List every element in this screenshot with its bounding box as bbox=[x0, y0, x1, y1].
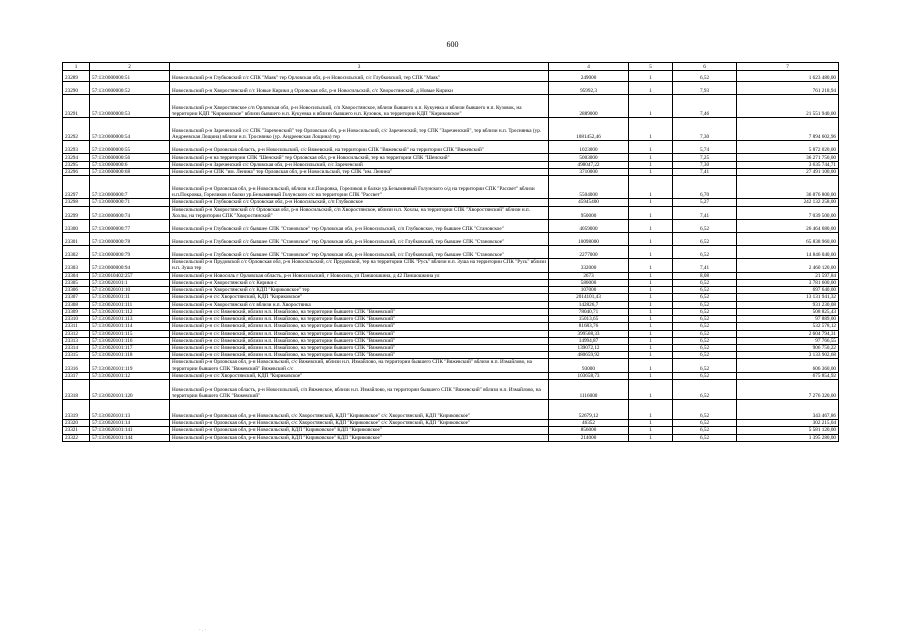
cadastral-number: 57:13:0020101:117 bbox=[90, 344, 170, 351]
quantity-value: 1 bbox=[629, 427, 673, 434]
row-number: 23302 bbox=[63, 246, 90, 259]
address-description: Новосильский р-н Орловская область, р-н Новосильский, с/п Вяжевское, вблизи н.п. Измайлово, на территории бывшего СПК "Вяжевский" вблизи н.п. Измайлово, на территории бывшего СПК "Вяжевский" bbox=[170, 380, 549, 400]
address-description: Новосильский р-н Зареченский с/с Орловская обл, р-н Новосильский, с/с Зареченский bbox=[170, 162, 549, 169]
row-number: 23319 bbox=[63, 400, 90, 420]
row-number: 23312 bbox=[63, 330, 90, 337]
cadastral-value: 343 467,86 bbox=[737, 400, 839, 420]
table-row bbox=[63, 118, 839, 141]
table-row bbox=[63, 344, 839, 351]
table-row bbox=[63, 272, 839, 279]
rate-value: 6,52 bbox=[673, 316, 737, 323]
cadastral-number: 57:13:0000000:79 bbox=[90, 246, 170, 259]
address-description: Новосильский р-н Хворостянское с/п Орловская обл, р-н Новосильский, с/п Хворостянское, вблизи бывшего н.п. Кукуевка и вблизи бывшего н.п. Кузовок, на территории КДП "Кириковское" вблизи бывшего н.п. Кукуевка и вблизи бывшего н.п. Кузовок, на территории КДП "Кириковское" bbox=[170, 95, 549, 118]
area-value: 2889000 bbox=[549, 95, 629, 118]
area-value: 78040,71 bbox=[549, 308, 629, 315]
area-value: 214000 bbox=[549, 434, 629, 441]
table-row bbox=[63, 308, 839, 315]
area-value: 498047,22 bbox=[549, 162, 629, 169]
rate-value: 5,27 bbox=[673, 199, 737, 206]
rate-value: 6,52 bbox=[673, 233, 737, 246]
area-value: 399508,33 bbox=[549, 330, 629, 337]
quantity-value: 1 bbox=[629, 141, 673, 154]
cadastral-value: 36 271 750,00 bbox=[737, 154, 839, 162]
address-description: Новосильский р-н с/с Вяжевский, вблизи н.п. Измайлово, на территории бывшего СПК "Вяжевский" bbox=[170, 352, 549, 359]
table-row bbox=[63, 316, 839, 323]
quantity-value: 1 bbox=[629, 301, 673, 308]
cadastral-value: 65 838 960,00 bbox=[737, 233, 839, 246]
rate-value: 6,52 bbox=[673, 337, 737, 344]
area-value: 332000 bbox=[549, 259, 629, 272]
row-number: 23303 bbox=[63, 259, 90, 272]
quantity-value: 1 bbox=[629, 162, 673, 169]
address-description: Новосильский р-н Глубковский с/с бывшее СПК "Становское" тер Орловская обл, р-н Новосильский, с/с Глубковский, тер бывшее СПК "Становское" bbox=[170, 246, 549, 259]
quantity-value: 1 bbox=[629, 330, 673, 337]
address-description: Новосильский р-н Хворостянский с/с КДП "Кириковское" тер bbox=[170, 287, 549, 294]
cadastral-value: 1 395 280,00 bbox=[737, 434, 839, 441]
cadastral-number: 57:13:0020101:13 bbox=[90, 400, 170, 420]
cadastral-value: 21 597,84 bbox=[737, 272, 839, 279]
rate-value: 6,52 bbox=[673, 330, 737, 337]
address-description: Новосильский р-н Глубковский с/с бывшее СПК "Становское" тер Орловская обл, р-н Новосильский, с/п Глубковское, тер бывшее СПК "Становское" bbox=[170, 220, 549, 233]
cadastral-number: 57:13:0000000:53 bbox=[90, 95, 170, 118]
cadastral-value: 761 218,94 bbox=[737, 82, 839, 95]
table-row bbox=[63, 206, 839, 219]
stray-mark: · . · bbox=[199, 628, 207, 633]
rate-value: 7,30 bbox=[673, 162, 737, 169]
cadastral-value: 2 604 794,31 bbox=[737, 330, 839, 337]
table-row bbox=[63, 233, 839, 246]
address-description: Новосильский р-н на территории СПК "Шенский" тер Орловская обл, р-н Новосильский, тер на территории СПК "Шенский" bbox=[170, 154, 549, 162]
quantity-value: 1 bbox=[629, 279, 673, 286]
address-description: Новосильский р-н Хворостянский с/с Новые Кирики д Орловская обл, р-н Новосильский, с/с Хворостянский, д Новые Кирики bbox=[170, 82, 549, 95]
area-value: 93000 bbox=[549, 359, 629, 372]
cadastral-value: 36 876 800,00 bbox=[737, 176, 839, 199]
area-value: 81683,76 bbox=[549, 323, 629, 330]
cadastral-number: 57:13:0020101:11 bbox=[90, 294, 170, 301]
row-number: 23317 bbox=[63, 372, 90, 379]
address-description: Новосильский р-н Новосиль г Орловская область, р-н Новосильский, г Новосиль, ул Паншошкина, д 42 Паншошкина ул bbox=[170, 272, 549, 279]
cadastral-value: 13 131 941,32 bbox=[737, 294, 839, 301]
cadastral-number: 57:13:0000000:94 bbox=[90, 259, 170, 272]
row-number: 23311 bbox=[63, 323, 90, 330]
table-row bbox=[63, 400, 839, 420]
area-value: 142826,7 bbox=[549, 301, 629, 308]
rate-value: 6,52 bbox=[673, 323, 737, 330]
area-value: 95992,3 bbox=[549, 82, 629, 95]
column-header: 2 bbox=[90, 63, 170, 71]
cadastral-number: 57:13:0020101:12 bbox=[90, 372, 170, 379]
row-number: 23308 bbox=[63, 301, 90, 308]
column-header: 3 bbox=[170, 63, 549, 71]
cadastral-value: 14 846 040,00 bbox=[737, 246, 839, 259]
rate-value: 7,25 bbox=[673, 154, 737, 162]
rate-value: 6,52 bbox=[673, 400, 737, 420]
cadastral-value: 21 551 940,00 bbox=[737, 95, 839, 118]
table-row bbox=[63, 380, 839, 400]
quantity-value: 1 bbox=[629, 82, 673, 95]
row-number: 23301 bbox=[63, 233, 90, 246]
table-row bbox=[63, 71, 839, 82]
table-row bbox=[63, 169, 839, 176]
address-description: Новосильский р-н Орловская обл, р-н Новосильский, КДП "Кириковское" КДП "Кириковское" bbox=[170, 434, 549, 441]
page-number: 600 bbox=[446, 40, 459, 49]
table-row bbox=[63, 434, 839, 441]
rate-value: 6,52 bbox=[673, 420, 737, 427]
address-description: Новосильский р-н Хворостянский с/с вблизи н.п. Хворостянка bbox=[170, 301, 549, 308]
address-description: Новосильский р-н с/с Вяжевский, вблизи н.п. Измайлово, на территории бывшего СПК "Вяжевский" bbox=[170, 308, 549, 315]
row-number: 23310 bbox=[63, 316, 90, 323]
row-number: 23309 bbox=[63, 308, 90, 315]
cadastral-value: 3 635 744,71 bbox=[737, 162, 839, 169]
cadastral-number: 57:13:0000000:68 bbox=[90, 169, 170, 176]
quantity-value: 1 bbox=[629, 316, 673, 323]
row-number: 23314 bbox=[63, 344, 90, 351]
cadastral-value: 7 276 320,00 bbox=[737, 380, 839, 400]
table-row bbox=[63, 330, 839, 337]
row-number: 23322 bbox=[63, 434, 90, 441]
cadastral-table bbox=[62, 62, 839, 442]
quantity-value: 1 bbox=[629, 308, 673, 315]
cadastral-number: 57:13:0000000:78 bbox=[90, 233, 170, 246]
cadastral-number: 57:13:0000000:54 bbox=[90, 118, 170, 141]
area-value: 480659,92 bbox=[549, 352, 629, 359]
rate-value: 6,52 bbox=[673, 344, 737, 351]
column-header: 4 bbox=[549, 63, 629, 71]
area-value: 3710000 bbox=[549, 169, 629, 176]
cadastral-value: 302 215,04 bbox=[737, 420, 839, 427]
table-row bbox=[63, 199, 839, 206]
area-value: 45945400 bbox=[549, 199, 629, 206]
cadastral-number: 57:13:0020101:144 bbox=[90, 434, 170, 441]
quantity-value: 1 bbox=[629, 95, 673, 118]
address-description: Новосильский р-н с/с Хворостянский, КДП "Кириковское" bbox=[170, 372, 549, 379]
cadastral-value: 27 491 100,00 bbox=[737, 169, 839, 176]
quantity-value: 1 bbox=[629, 287, 673, 294]
quantity-value: 1 bbox=[629, 294, 673, 301]
area-value: 5504000 bbox=[549, 176, 629, 199]
cadastral-number: 57:13:0020101:14 bbox=[90, 420, 170, 427]
quantity-value: 1 bbox=[629, 344, 673, 351]
cadastral-value: 7 894 602,96 bbox=[737, 118, 839, 141]
cadastral-number: 57:13:0000000:6 bbox=[90, 162, 170, 169]
column-header: 6 bbox=[673, 63, 737, 71]
area-value: 103658,73 bbox=[549, 372, 629, 379]
row-number: 23321 bbox=[63, 427, 90, 434]
column-header: 1 bbox=[63, 63, 90, 71]
rate-value: 6,52 bbox=[673, 372, 737, 379]
cadastral-number: 57:13:0010402:257 bbox=[90, 272, 170, 279]
area-value: 2014101,43 bbox=[549, 294, 629, 301]
table-row bbox=[63, 259, 839, 272]
rate-value: 8,08 bbox=[673, 272, 737, 279]
cadastral-value: 2 460 120,00 bbox=[737, 259, 839, 272]
rate-value: 6,52 bbox=[673, 220, 737, 233]
column-header: 7 bbox=[737, 63, 839, 71]
cadastral-value: 508 825,43 bbox=[737, 308, 839, 315]
table-row bbox=[63, 427, 839, 434]
cadastral-value: 906 750,22 bbox=[737, 344, 839, 351]
quantity-value: 1 bbox=[629, 400, 673, 420]
table-row bbox=[63, 95, 839, 118]
address-description: Новосильский р-н Орловская область, р-н Новосильский, с/с Вяжевский, на территории СПК "Вяжевский" на территории СПК "Вяжевский" bbox=[170, 141, 549, 154]
table-row bbox=[63, 359, 839, 372]
row-number: 23297 bbox=[63, 176, 90, 199]
rate-value: 6,52 bbox=[673, 352, 737, 359]
rate-value: 6,52 bbox=[673, 279, 737, 286]
quantity-value: 1 bbox=[629, 206, 673, 219]
address-description: Новосильский р-н Глубковский с/с СПК "Маяк" тер Орловская обл, р-н Новосильский, с/с Глубковский, тер СПК "Маяк" bbox=[170, 71, 549, 82]
address-description: Новосильский р-н с/с Вяжевский, вблизи н.п. Измайлово, на территории бывшего СПК "Вяжевский" bbox=[170, 316, 549, 323]
rate-value: 7,41 bbox=[673, 169, 737, 176]
table-row bbox=[63, 294, 839, 301]
cadastral-number: 57:13:0000000:52 bbox=[90, 82, 170, 95]
rate-value: 6,52 bbox=[673, 427, 737, 434]
row-number: 23293 bbox=[63, 141, 90, 154]
area-value: 4059000 bbox=[549, 220, 629, 233]
address-description: Новосильский р-н с/с Вяжевский, вблизи н.п. Измайлово, на территории бывшего СПК "Вяжевский" bbox=[170, 330, 549, 337]
area-value: 950000 bbox=[549, 206, 629, 219]
cadastral-number: 57:13:0000000:77 bbox=[90, 220, 170, 233]
row-number: 23295 bbox=[63, 162, 90, 169]
row-number: 23292 bbox=[63, 118, 90, 141]
cadastral-value: 931 230,08 bbox=[737, 301, 839, 308]
cadastral-value: 1 623 480,00 bbox=[737, 71, 839, 82]
area-value: 10098000 bbox=[549, 233, 629, 246]
quantity-value: 1 bbox=[629, 434, 673, 441]
row-number: 23300 bbox=[63, 220, 90, 233]
area-value: 580000 bbox=[549, 279, 629, 286]
rate-value: 7,41 bbox=[673, 259, 737, 272]
quantity-value: 1 bbox=[629, 118, 673, 141]
quantity-value: 1 bbox=[629, 71, 673, 82]
area-value: 2277000 bbox=[549, 246, 629, 259]
cadastral-value: 3 781 600,00 bbox=[737, 279, 839, 286]
cadastral-value: 697 640,00 bbox=[737, 287, 839, 294]
area-value: 2673 bbox=[549, 272, 629, 279]
address-description: Новосильский р-н Хворостянский с/с Орловская обл, р-н Новосильский, с/п Хворостянское, вблизи н.п. Хохлы, на территории СПК "Хворостянский" вблизи н.п. Хохлы, на территории СПК "Хворостянский" bbox=[170, 206, 549, 219]
cadastral-number: 57:13:0020101:113 bbox=[90, 316, 170, 323]
cadastral-number: 57:13:0020101:114 bbox=[90, 323, 170, 330]
area-value: 5003000 bbox=[549, 154, 629, 162]
rate-value: 6,52 bbox=[673, 294, 737, 301]
cadastral-number: 57:13:0020101:141 bbox=[90, 427, 170, 434]
cadastral-number: 57:13:0020101:111 bbox=[90, 301, 170, 308]
quantity-value: 1 bbox=[629, 323, 673, 330]
area-value: 15013,65 bbox=[549, 316, 629, 323]
area-value: 1081452,46 bbox=[549, 118, 629, 141]
area-value: 249000 bbox=[549, 71, 629, 82]
table-row bbox=[63, 337, 839, 344]
table-row bbox=[63, 323, 839, 330]
rate-value: 6,52 bbox=[673, 359, 737, 372]
quantity-value: 1 bbox=[629, 272, 673, 279]
row-number: 23296 bbox=[63, 169, 90, 176]
quantity-value: 1 bbox=[629, 259, 673, 272]
area-value: 139072,12 bbox=[549, 344, 629, 351]
quantity-value: 1 bbox=[629, 220, 673, 233]
quantity-value: 1 bbox=[629, 380, 673, 400]
address-description: Новосильский р-н Глубковский с/с Орловская обл, р-н Новосильский, с/п Глубковское bbox=[170, 199, 549, 206]
quantity-value: 1 bbox=[629, 169, 673, 176]
row-number: 23306 bbox=[63, 287, 90, 294]
cadastral-value: 675 854,92 bbox=[737, 372, 839, 379]
table-row bbox=[63, 82, 839, 95]
cadastral-number: 57:13:0000000:74 bbox=[90, 206, 170, 219]
rate-value: 6,52 bbox=[673, 308, 737, 315]
address-description: Новосильский р-н СПК "им. Ленина" тер Орловская обл, р-н Новосильский, тер СПК "им. Ленина" bbox=[170, 169, 549, 176]
quantity-value: 1 bbox=[629, 176, 673, 199]
row-number: 23289 bbox=[63, 71, 90, 82]
area-value: 107000 bbox=[549, 287, 629, 294]
row-number: 23305 bbox=[63, 279, 90, 286]
table-row bbox=[63, 220, 839, 233]
address-description: Новосильский р-н с/с Вяжевский, вблизи н.п. Измайлово, на территории бывшего СПК "Вяжевский" bbox=[170, 337, 549, 344]
cadastral-number: 57:13:0020101:118 bbox=[90, 352, 170, 359]
address-description: Новосильский р-н Прудовской с/с Орловская обл, р-н Новосильский, с/с Прудовской, тер на территории СПК "Русь" вблизи н.п. Зуша на территории СПК "Русь" вблизи н.п. Зуша тер bbox=[170, 259, 549, 272]
cadastral-value: 5 872 020,00 bbox=[737, 141, 839, 154]
cadastral-number: 57:13:0000000:7 bbox=[90, 176, 170, 199]
quantity-value: 1 bbox=[629, 154, 673, 162]
row-number: 23307 bbox=[63, 294, 90, 301]
table-body bbox=[63, 71, 839, 442]
row-number: 23304 bbox=[63, 272, 90, 279]
quantity-value: 1 bbox=[629, 359, 673, 372]
rate-value: 6,52 bbox=[673, 301, 737, 308]
area-value: 1023000 bbox=[549, 141, 629, 154]
row-number: 23298 bbox=[63, 199, 90, 206]
row-number: 23320 bbox=[63, 420, 90, 427]
table-row bbox=[63, 279, 839, 286]
cadastral-number: 57:13:0020101:1 bbox=[90, 279, 170, 286]
cadastral-value: 242 132 258,00 bbox=[737, 199, 839, 206]
area-value: 52679,12 bbox=[549, 400, 629, 420]
row-number: 23315 bbox=[63, 352, 90, 359]
cadastral-number: 57:13:0020101:10 bbox=[90, 287, 170, 294]
cadastral-number: 57:13:0000000:51 bbox=[90, 71, 170, 82]
area-value: 46352 bbox=[549, 420, 629, 427]
rate-value: 7,46 bbox=[673, 95, 737, 118]
row-number: 23316 bbox=[63, 359, 90, 372]
quantity-value: 1 bbox=[629, 420, 673, 427]
quantity-value: 1 bbox=[629, 352, 673, 359]
area-value: 14994,87 bbox=[549, 337, 629, 344]
address-description: Новосильский р-н Орловская обл, р-н Новосильский, с/с Хворостянский, КДП "Кириковское" с/с Хворостянский, КДП "Кириковское" bbox=[170, 420, 549, 427]
quantity-value: 1 bbox=[629, 372, 673, 379]
address-description: Новосильский р-н Зареченский с/с СПК "Зареченский" тер Орловская обл, р-н Новосильский, с/с Зареченский, тер СПК "Зареченский", тер вблизи н.п. Троснянка (ур. Андреевская Лощина) вблизи н.п. Троснянко (ур. Андреевская Лощина) тер bbox=[170, 118, 549, 141]
address-description: Новосильский р-н Орловская обл, р-н Новосильский, с/с Хворостянский, КДП "Кириковское" с/с Хворостянский, КДП "Кириковское" bbox=[170, 400, 549, 420]
cadastral-number: 57:13:0020101:116 bbox=[90, 337, 170, 344]
table-row bbox=[63, 420, 839, 427]
table-row bbox=[63, 162, 839, 169]
area-value: 1116000 bbox=[549, 380, 629, 400]
cadastral-number: 57:13:0020101:119 bbox=[90, 359, 170, 372]
row-number: 23291 bbox=[63, 95, 90, 118]
header-row bbox=[63, 63, 839, 71]
rate-value: 6,52 bbox=[673, 71, 737, 82]
row-number: 23318 bbox=[63, 380, 90, 400]
table-row bbox=[63, 287, 839, 294]
area-value: 856000 bbox=[549, 427, 629, 434]
address-description: Новосильский р-н Орловская обл, р-н Новосильский, КДП "Кириковское" КДП "Кириковское" bbox=[170, 427, 549, 434]
cadastral-number: 57:13:0020101:115 bbox=[90, 330, 170, 337]
rate-value: 7,41 bbox=[673, 206, 737, 219]
column-header: 5 bbox=[629, 63, 673, 71]
address-description: Новосильский р-н Орловская обл, р-н Новосильский, вблизи н.п.Покровка, Гореликов и балки ур.Безымянный Голунского о/д на территории СПК "Рассвет" вблизи н.п.Покровка, Гореликов и балки ур.Безымянный Голунского с/с на территории СПК "Рассвет" bbox=[170, 176, 549, 199]
address-description: Новосильский р-н Хворостянский с/с Кирики с bbox=[170, 279, 549, 286]
cadastral-value: 97 766,55 bbox=[737, 337, 839, 344]
row-number: 23290 bbox=[63, 82, 90, 95]
cadastral-value: 3 133 902,68 bbox=[737, 352, 839, 359]
quantity-value: 1 bbox=[629, 199, 673, 206]
address-description: Новосильский р-н с/с Хворостянский, КДП "Кириковское" bbox=[170, 294, 549, 301]
table-row bbox=[63, 176, 839, 199]
quantity-value: 1 bbox=[629, 246, 673, 259]
cadastral-value: 5 581 120,00 bbox=[737, 427, 839, 434]
table-row bbox=[63, 154, 839, 162]
address-description: Новосильский р-н Глубковский с/с бывшее СПК "Становское" тер Орловская обл, р-н Новосильский, с/с Глубковский, тер бывшее СПК "Становское" bbox=[170, 233, 549, 246]
rate-value: 6,52 bbox=[673, 287, 737, 294]
cadastral-value: 97 889,00 bbox=[737, 316, 839, 323]
quantity-value: 1 bbox=[629, 233, 673, 246]
cadastral-number: 57:13:0000000:56 bbox=[90, 154, 170, 162]
rate-value: 5,74 bbox=[673, 141, 737, 154]
cadastral-number: 57:13:0020101:120 bbox=[90, 380, 170, 400]
quantity-value: 1 bbox=[629, 337, 673, 344]
cadastral-value: 532 578,12 bbox=[737, 323, 839, 330]
rate-value: 6,52 bbox=[673, 434, 737, 441]
cadastral-number: 57:13:0000000:71 bbox=[90, 199, 170, 206]
row-number: 23313 bbox=[63, 337, 90, 344]
rate-value: 6,52 bbox=[673, 246, 737, 259]
row-number: 23294 bbox=[63, 154, 90, 162]
address-description: Новосильский р-н с/с Вяжевский, вблизи н.п. Измайлово, на территории бывшего СПК "Вяжевский" bbox=[170, 344, 549, 351]
cadastral-value: 606 360,00 bbox=[737, 359, 839, 372]
cadastral-value: 7 039 500,00 bbox=[737, 206, 839, 219]
table-row bbox=[63, 246, 839, 259]
table-row bbox=[63, 352, 839, 359]
cadastral-number: 57:13:0020101:112 bbox=[90, 308, 170, 315]
address-description: Новосильский р-н с/с Вяжевский, вблизи н.п. Измайлово, на территории бывшего СПК "Вяжевский" bbox=[170, 323, 549, 330]
row-number: 23299 bbox=[63, 206, 90, 219]
table-row bbox=[63, 141, 839, 154]
rate-value: 7,93 bbox=[673, 82, 737, 95]
address-description: Новосильский р-н Орловская обл, р-н Новосильский, с/с Вяжевский, вблизи н.п. Измайлово, на территории бывшего СПК "Вяжевский" вблизи н.п. Измайлово, на территории бывшего СПК "Вяжевский" Вяжевский с/с bbox=[170, 359, 549, 372]
rate-value: 6,52 bbox=[673, 380, 737, 400]
cadastral-number: 57:13:0000000:55 bbox=[90, 141, 170, 154]
table-row bbox=[63, 301, 839, 308]
rate-value: 6,70 bbox=[673, 176, 737, 199]
rate-value: 7,30 bbox=[673, 118, 737, 141]
cadastral-value: 26 464 680,00 bbox=[737, 220, 839, 233]
table-row bbox=[63, 372, 839, 379]
